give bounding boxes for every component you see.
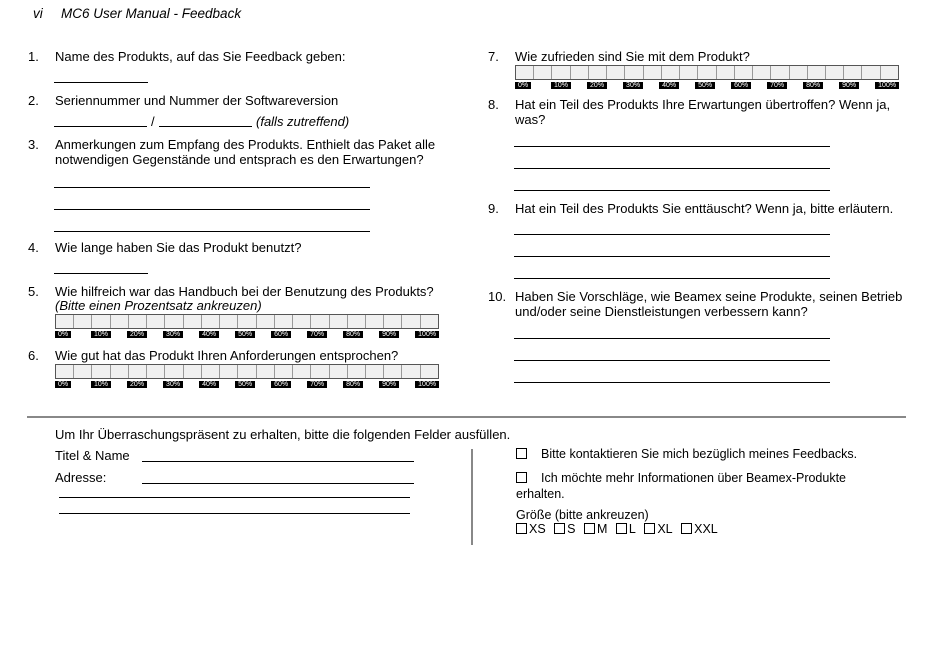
address-field-3[interactable] <box>59 513 410 514</box>
address-field-1[interactable] <box>142 483 414 484</box>
scale-label: 30% <box>163 380 199 389</box>
scale-cell[interactable] <box>202 365 220 378</box>
scale-label: 100% <box>875 81 899 90</box>
scale-label: 70% <box>307 380 343 389</box>
scale-cell[interactable] <box>92 365 110 378</box>
scale-label: 50% <box>235 330 271 339</box>
page-header <box>33 6 241 21</box>
scale-cell[interactable] <box>735 66 753 79</box>
scale-label: 100% <box>415 380 439 389</box>
more-info-option[interactable] <box>516 470 846 502</box>
more-info-label-cont: erhalten. <box>516 487 565 501</box>
checkbox-icon[interactable] <box>644 523 655 534</box>
page-number: vi <box>33 6 43 21</box>
scale-cell[interactable] <box>311 365 329 378</box>
scale-cell[interactable] <box>348 315 366 328</box>
scale-label: 20% <box>127 380 163 389</box>
checkbox-icon[interactable] <box>584 523 595 534</box>
scale-label: 60% <box>271 330 307 339</box>
checkbox-icon[interactable] <box>554 523 565 534</box>
checkbox-icon[interactable] <box>681 523 692 534</box>
scale-cell[interactable] <box>275 315 293 328</box>
answer-line-8a[interactable] <box>514 146 830 147</box>
scale-cell[interactable] <box>808 66 826 79</box>
scale-cell[interactable] <box>129 365 147 378</box>
scale-cell[interactable] <box>571 66 589 79</box>
scale-cell[interactable] <box>607 66 625 79</box>
footer-vertical-divider <box>471 449 473 545</box>
scale-cell[interactable] <box>717 66 735 79</box>
size-options <box>516 522 718 536</box>
scale-cell[interactable] <box>589 66 607 79</box>
scale-cell[interactable] <box>147 315 165 328</box>
scale-cell[interactable] <box>220 365 238 378</box>
scale-cell[interactable] <box>402 365 420 378</box>
size-option-xl[interactable]: XL <box>644 522 672 536</box>
checkbox-icon[interactable] <box>516 448 527 459</box>
scale-label: 70% <box>307 330 343 339</box>
scale-cell[interactable] <box>698 66 716 79</box>
scale-cell[interactable] <box>184 365 202 378</box>
address-field-2[interactable] <box>59 497 410 498</box>
title-name-field[interactable] <box>142 461 414 462</box>
scale-cell[interactable] <box>826 66 844 79</box>
rating-scale-q5[interactable] <box>55 314 439 338</box>
scale-cell[interactable] <box>147 365 165 378</box>
size-label: Größe (bitte ankreuzen) <box>516 508 649 522</box>
scale-cell[interactable] <box>421 365 438 378</box>
scale-cell[interactable] <box>92 315 110 328</box>
answer-line-8c[interactable] <box>514 190 830 191</box>
scale-cell[interactable] <box>56 365 74 378</box>
scale-cell[interactable] <box>366 365 384 378</box>
scale-label: 70% <box>767 81 803 90</box>
scale-cell[interactable] <box>366 315 384 328</box>
checkbox-icon[interactable] <box>516 523 527 534</box>
scale-cell[interactable] <box>402 315 420 328</box>
scale-cell[interactable] <box>348 365 366 378</box>
scale-label: 80% <box>343 330 379 339</box>
scale-cells[interactable] <box>55 314 439 329</box>
scale-cell[interactable] <box>275 365 293 378</box>
checkbox-icon[interactable] <box>516 472 527 483</box>
manual-title: MC6 User Manual - Feedback <box>61 6 242 21</box>
scale-label: 0% <box>515 81 551 90</box>
scale-label: 10% <box>91 330 127 339</box>
scale-cell[interactable] <box>862 66 880 79</box>
answer-line-10c[interactable] <box>514 382 830 383</box>
contact-option[interactable] <box>516 447 857 461</box>
answer-line-1[interactable] <box>54 82 148 83</box>
scale-cell[interactable] <box>74 365 92 378</box>
answer-line-3b[interactable] <box>54 209 370 210</box>
serial-number-line[interactable] <box>54 126 147 127</box>
scale-cells[interactable] <box>55 364 439 379</box>
scale-cell[interactable] <box>421 315 438 328</box>
scale-cell[interactable] <box>771 66 789 79</box>
serial-note: (falls zutreffend) <box>256 114 350 129</box>
scale-cell[interactable] <box>238 315 256 328</box>
size-option-s[interactable]: S <box>554 522 575 536</box>
scale-label: 50% <box>235 380 271 389</box>
section-divider <box>27 416 906 418</box>
scale-cell[interactable] <box>257 365 275 378</box>
scale-label: 20% <box>127 330 163 339</box>
scale-labels <box>515 81 899 90</box>
scale-cell[interactable] <box>202 315 220 328</box>
scale-cell[interactable] <box>662 66 680 79</box>
scale-cell[interactable] <box>844 66 862 79</box>
scale-cell[interactable] <box>790 66 808 79</box>
scale-cell[interactable] <box>293 365 311 378</box>
scale-cell[interactable] <box>516 66 534 79</box>
scale-cell[interactable] <box>165 365 183 378</box>
scale-label: 30% <box>163 330 199 339</box>
checkbox-icon[interactable] <box>616 523 627 534</box>
scale-labels <box>55 330 439 339</box>
answer-line-10a[interactable] <box>514 338 830 339</box>
scale-label: 20% <box>587 81 623 90</box>
scale-cell[interactable] <box>111 315 129 328</box>
size-option-xxl[interactable]: XXL <box>681 522 718 536</box>
answer-line-9c[interactable] <box>514 278 830 279</box>
scale-cell[interactable] <box>111 365 129 378</box>
scale-label: 0% <box>55 380 91 389</box>
contact-label: Bitte kontaktieren Sie mich bezüglich meines Feedbacks. <box>541 447 858 461</box>
scale-cell[interactable] <box>625 66 643 79</box>
scale-cell[interactable] <box>753 66 771 79</box>
scale-label: 60% <box>271 380 307 389</box>
answer-line-3c[interactable] <box>54 231 370 232</box>
footer-intro: Um Ihr Überraschungspräsent zu erhalten, bitte die folgenden Felder ausfüllen. <box>55 427 511 442</box>
scale-label: 40% <box>199 330 235 339</box>
scale-cell[interactable] <box>881 66 898 79</box>
serial-slash: / <box>151 114 155 129</box>
answer-line-9b[interactable] <box>514 256 830 257</box>
scale-cell[interactable] <box>384 315 402 328</box>
scale-label: 40% <box>659 81 695 90</box>
scale-cells[interactable] <box>515 65 899 80</box>
scale-cell[interactable] <box>238 365 256 378</box>
scale-label: 100% <box>415 330 439 339</box>
scale-label: 40% <box>199 380 235 389</box>
answer-line-10b[interactable] <box>514 360 830 361</box>
address-label: Adresse: <box>55 470 107 485</box>
more-info-label: Ich möchte mehr Informationen über Beamex-Produkte <box>541 471 847 485</box>
rating-scale-q7[interactable] <box>515 65 899 89</box>
scale-label: 10% <box>91 380 127 389</box>
scale-cell[interactable] <box>165 315 183 328</box>
answer-line-9a[interactable] <box>514 234 830 235</box>
scale-cell[interactable] <box>74 315 92 328</box>
scale-cell[interactable] <box>330 315 348 328</box>
answer-line-4[interactable] <box>54 273 148 274</box>
scale-label: 90% <box>839 81 875 90</box>
scale-cell[interactable] <box>184 315 202 328</box>
scale-cell[interactable] <box>552 66 570 79</box>
answer-line-8b[interactable] <box>514 168 830 169</box>
scale-label: 80% <box>343 380 379 389</box>
scale-label: 60% <box>731 81 767 90</box>
scale-cell[interactable] <box>220 315 238 328</box>
scale-cell[interactable] <box>129 315 147 328</box>
scale-label: 30% <box>623 81 659 90</box>
rating-scale-q6[interactable] <box>55 364 439 388</box>
scale-label: 50% <box>695 81 731 90</box>
answer-line-3a[interactable] <box>54 187 370 188</box>
scale-label: 80% <box>803 81 839 90</box>
scale-cell[interactable] <box>680 66 698 79</box>
scale-cell[interactable] <box>311 315 329 328</box>
scale-cell[interactable] <box>330 365 348 378</box>
size-option-xs[interactable]: XS <box>516 522 546 536</box>
scale-cell[interactable] <box>384 365 402 378</box>
scale-label: 90% <box>379 380 415 389</box>
scale-label: 90% <box>379 330 415 339</box>
scale-cell[interactable] <box>56 315 74 328</box>
size-option-m[interactable]: M <box>584 522 607 536</box>
size-option-l[interactable]: L <box>616 522 636 536</box>
scale-labels <box>55 380 439 389</box>
scale-cell[interactable] <box>644 66 662 79</box>
scale-cell[interactable] <box>257 315 275 328</box>
scale-label: 0% <box>55 330 91 339</box>
scale-cell[interactable] <box>293 315 311 328</box>
software-version-line[interactable] <box>159 126 252 127</box>
title-name-label: Titel & Name <box>55 448 130 463</box>
scale-cell[interactable] <box>534 66 552 79</box>
scale-label: 10% <box>551 81 587 90</box>
